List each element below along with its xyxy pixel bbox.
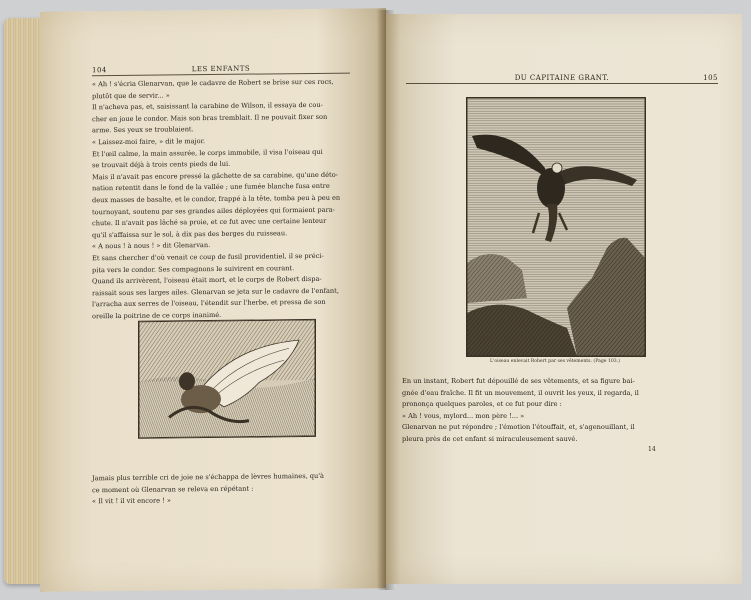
signature-mark: 14 — [648, 446, 656, 453]
text-line: deux masses de basalte, et le condor, frappé à la tête, tomba peu à peu en — [92, 193, 341, 205]
text-line: nation retentit dans le fond de la vallée ; une fumée blanche fusa entre — [92, 182, 330, 193]
left-title: LES ENFANTS — [191, 64, 251, 74]
text-line: plutôt que de servir... » — [92, 91, 170, 100]
right-body-text — [402, 376, 718, 446]
text-line: pleura près de cet enfant si miraculeusement sauvé. — [402, 434, 578, 443]
text-line: oreille la poitrine de ce corps inanimé. — [92, 310, 222, 321]
text-line: chute. Il n'avait pas lâché sa proie, et ce fut avec une certaine lenteur — [92, 216, 327, 228]
text-line: En un instant, Robert fut dépouillé de ses vêtements, et sa figure bai- — [402, 377, 635, 385]
text-line: Jamais plus terrible cri de joie ne s'échappa de lèvres humaines, qu'à — [92, 471, 324, 483]
text-line: cher en joue le condor. Mais son bras tremblait. Il ne pouvait fixer son — [92, 112, 328, 124]
text-line: « A nous ! à nous ! » dit Glenarvan. — [92, 241, 211, 251]
text-line: prononça quelques paroles, et ce fut pour dire : — [402, 400, 562, 409]
text-line: Quand ils arrivèrent, l'oiseau était mort, et le corps de Robert dispa- — [92, 274, 322, 286]
text-line: Et sans chercher d'où venait ce coup de fusil providentiel, il se préci- — [92, 251, 324, 263]
text-line: pita vers le condor. Ses compagnons le suivirent en courant. — [92, 263, 295, 274]
text-line: se trouvait déjà à trois cents pieds de lui. — [92, 159, 231, 170]
left-running-head — [92, 64, 350, 77]
text-line: qu'il s'affaissa sur le sol, à dix pas des berges du ruisseau. — [92, 228, 288, 239]
left-body-text — [92, 77, 350, 323]
left-page — [40, 8, 386, 592]
text-line: Et l'œil calme, la main assurée, le corps immobile, il visa l'oiseau qui — [92, 147, 323, 158]
right-running-head — [406, 74, 718, 84]
right-title: DU CAPITAINE GRANT. — [514, 74, 610, 82]
text-line: « Ah ! vous, mylord... mon père !... » — [402, 411, 525, 420]
condor-carrying-robert-illustration — [466, 97, 646, 357]
text-line: Mais il n'avait pas encore pressé la gâchette de sa carabine, qu'une déto- — [92, 170, 338, 182]
text-line: arme. Ses yeux se troublaient. — [92, 125, 194, 135]
text-line: raissait sous ses larges ailes. Glenarvan se jeta sur le cadavre de l'enfant, — [92, 286, 339, 297]
left-body-text-bottom — [92, 471, 350, 508]
text-line: ce moment où Glenarvan se releva en répétant : — [92, 484, 254, 494]
text-line: « Il vit ! il vit encore ! » — [92, 496, 171, 506]
left-page-number: 104 — [92, 66, 107, 75]
right-page-number: 105 — [703, 74, 718, 82]
text-line: Il n'acheva pas, et, saisissant la carabine de Wilson, il essaya de cou- — [92, 101, 323, 112]
condor-fallen-illustration — [138, 319, 316, 439]
text-line: « Laissez-moi faire, » dit le major. — [92, 137, 206, 147]
text-line: gnée d'eau fraîche. Il fit un mouvement, il ouvrit les yeux, il regarda, il — [402, 388, 639, 397]
illustration-caption: L'oiseau enlevait Robert par ses vêtements. (Page 103.) — [490, 359, 620, 364]
text-line: l'arracha aux serres de l'oiseau, l'étendit sur l'herbe, et pressa de son — [92, 298, 326, 309]
right-page — [386, 14, 742, 584]
text-line: tournoyant, soutenu par ses grandes ailes déployées qui formaient para- — [92, 205, 335, 216]
text-line: « Ah ! s'écria Glenarvan, que le cadavre de Robert se brise sur ces rocs, — [92, 77, 334, 89]
text-line: Glenarvan ne put répondre ; l'émotion l'étouffait, et, s'agenouillant, il — [402, 423, 635, 432]
